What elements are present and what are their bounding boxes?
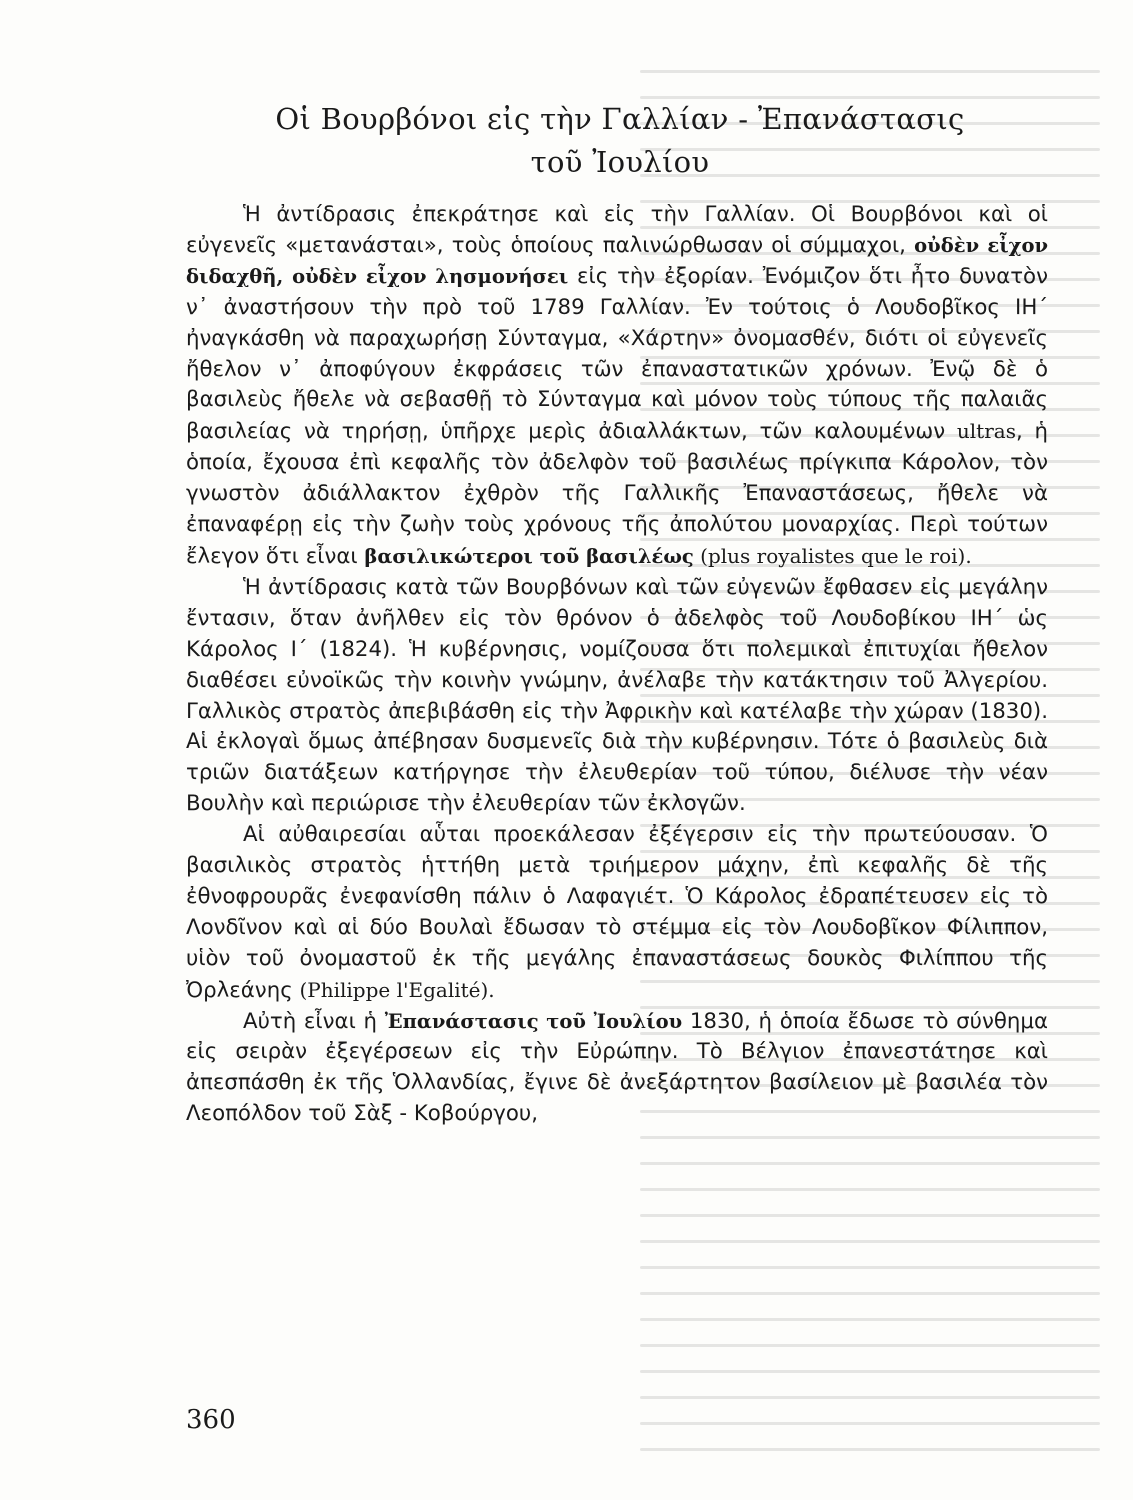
text-run: Ἡ ἀντίδρασις ἐπεκράτησε καὶ εἰς τὴν Γαλλίαν. Οἱ Βουρβόνοι καὶ οἱ εὐγενεῖς «μετανάσται», τοὺς ὁποίους παλινώρθωσαν οἱ σύμμαχοι, [186, 202, 1048, 258]
emphasis-text: οὐδὲν εἶχον διδαχθῆ, οὐδὲν εἶχον λησμονήσει [186, 233, 1048, 288]
latin-text: (Philippe l'Egalité). [299, 977, 495, 1002]
text-run: Αὐτὴ εἶναι ἡ [243, 1008, 385, 1034]
latin-text: ultras [956, 419, 1016, 444]
chapter-title-line-2: τοῦ Ἰουλίου [530, 145, 710, 179]
paragraph [186, 200, 1048, 573]
text-run: Αἱ αὐθαιρεσίαι αὗται προεκάλεσαν ἐξέγερσιν εἰς τὴν πρωτεύουσαν. Ὁ βασιλικὸς στρατὸς ἡττήθη μετὰ τριήμερον μάχην, ἐπὶ κεφαλῆς δὲ τῆς ἐθνοφρουρᾶς ἐνεφανίσθη πάλιν ὁ Λαφαγιέτ. Ὁ Κάρολος ἐδραπέτευσεν εἰς τὸ Λονδῖνον καὶ αἱ δύο Βουλαὶ ἔδωσαν τὸ στέμμα εἰς τὸν Λουδοβῖκον Φίλιππον, υἱὸν τοῦ ὀνομαστοῦ ἐκ τῆς μεγάλης ἐπαναστάσεως δουκὸς Φιλίππου τῆς Ὀρλεάνης [186, 822, 1048, 1003]
text-run: εἰς τὴν ἐξορίαν. Ἐνόμιζον ὅτι ἦτο δυνατὸν ν᾿ ἀναστήσουν τὴν πρὸ τοῦ 1789 Γαλλίαν. Ἐν τούτοις ὁ Λουδοβῖκος ΙΗ´ ἠναγκάσθη νὰ παραχωρήσῃ Σύνταγμα, «Χάρτην» ὀνομασθέν, διότι οἱ εὐγενεῖς ἤθελον ν᾿ ἀποφύγουν ἐκφράσεις τῶν ἐπαναστατικῶν χρόνων. Ἐνῷ δὲ ὁ βασιλεὺς ἤθελε νὰ σεβασθῇ τὸ Σύνταγμα καὶ μόνον τοὺς τύπους τῆς παλαιᾶς βασιλείας νὰ τηρήσῃ, ὑπῆρχε μερὶς ἀδιαλλάκτων, τῶν καλουμένων [186, 263, 1048, 445]
paragraph [186, 573, 1048, 820]
text-run: 1830, ἡ ὁποία ἔδωσε τὸ σύνθημα εἰς σειρὰν ἐξεγέρσεων εἰς τὴν Εὐρώπην. Τὸ Βέλγιον ἐπανεστάτησε καὶ ἀπεσπάσθη ἐκ τῆς Ὁλλανδίας, ἔγινε δὲ ἀνεξάρτητον βασίλειον μὲ βασιλέα τὸν Λεοπόλδον τοῦ Σὰξ - Κοβούργου, [186, 1008, 1049, 1127]
emphasis-text: βασιλικώτεροι τοῦ βασιλέως [364, 544, 694, 568]
text-run: Ἡ ἀντίδρασις κατὰ τῶν Βουρβόνων καὶ τῶν εὐγενῶν ἔφθασεν εἰς μεγάλην ἔντασιν, ὅταν ἀνῆλθεν εἰς τὸν θρόνον ὁ ἀδελφὸς τοῦ Λουδοβίκου ΙΗ´ ὡς Κάρολος Ι´ (1824). Ἡ κυβέρνησις, νομίζουσα ὅτι πολεμικαὶ ἐπιτυχίαι ἤθελον διαθέσει εὐνοϊκῶς τὴν κοινὴν γνώμην, ἀνέλαβε τὴν κατάκτησιν τοῦ Ἀλγερίου. Γαλλικὸς στρατὸς ἀπεβιβάσθη εἰς τὴν Ἀφρικὴν καὶ κατέλαβε τὴν χώραν (1830). Αἱ ἐκλογαὶ ὅμως ἀπέβησαν δυσμενεῖς διὰ τὴν κυβέρνησιν. Τότε ὁ βασιλεὺς διὰ τριῶν διατάξεων κατήργησε τὴν ἐλευθερίαν τοῦ τύπου, διέλυσε τὴν νέαν Βουλὴν καὶ περιώρισε τὴν ἐλευθερίαν τῶν ἐκλογῶν. [186, 574, 1048, 817]
paragraph [186, 820, 1048, 1006]
text-run: , ἡ ὁποία, ἔχουσα ἐπὶ κεφαλῆς τὸν ἀδελφὸν τοῦ βασιλέως πρίγκιπα Κάρολον, τὸν γνωστὸν ἀδιάλλακτον ἐχθρὸν τῆς Γαλλικῆς Ἐπαναστάσεως, ἤθελε νὰ ἐπαναφέρῃ εἰς τὴν ζωὴν τοὺς χρόνους τῆς ἀπολύτου μοναρχίας. Περὶ τούτων ἔλεγον ὅτι εἶναι [186, 419, 1048, 569]
chapter-title [180, 98, 1060, 184]
emphasis-text: Ἐπανάστασις τοῦ Ἰουλίου [384, 1009, 683, 1033]
paragraph [186, 1007, 1048, 1131]
latin-text: (plus royalistes que le roi). [693, 543, 972, 568]
body-text [186, 200, 1048, 1130]
page-number: 360 [186, 1405, 236, 1435]
chapter-title-line-1: Οἱ Βουρβόνοι εἰς τὴν Γαλλίαν - Ἐπανάστασις [275, 102, 965, 136]
